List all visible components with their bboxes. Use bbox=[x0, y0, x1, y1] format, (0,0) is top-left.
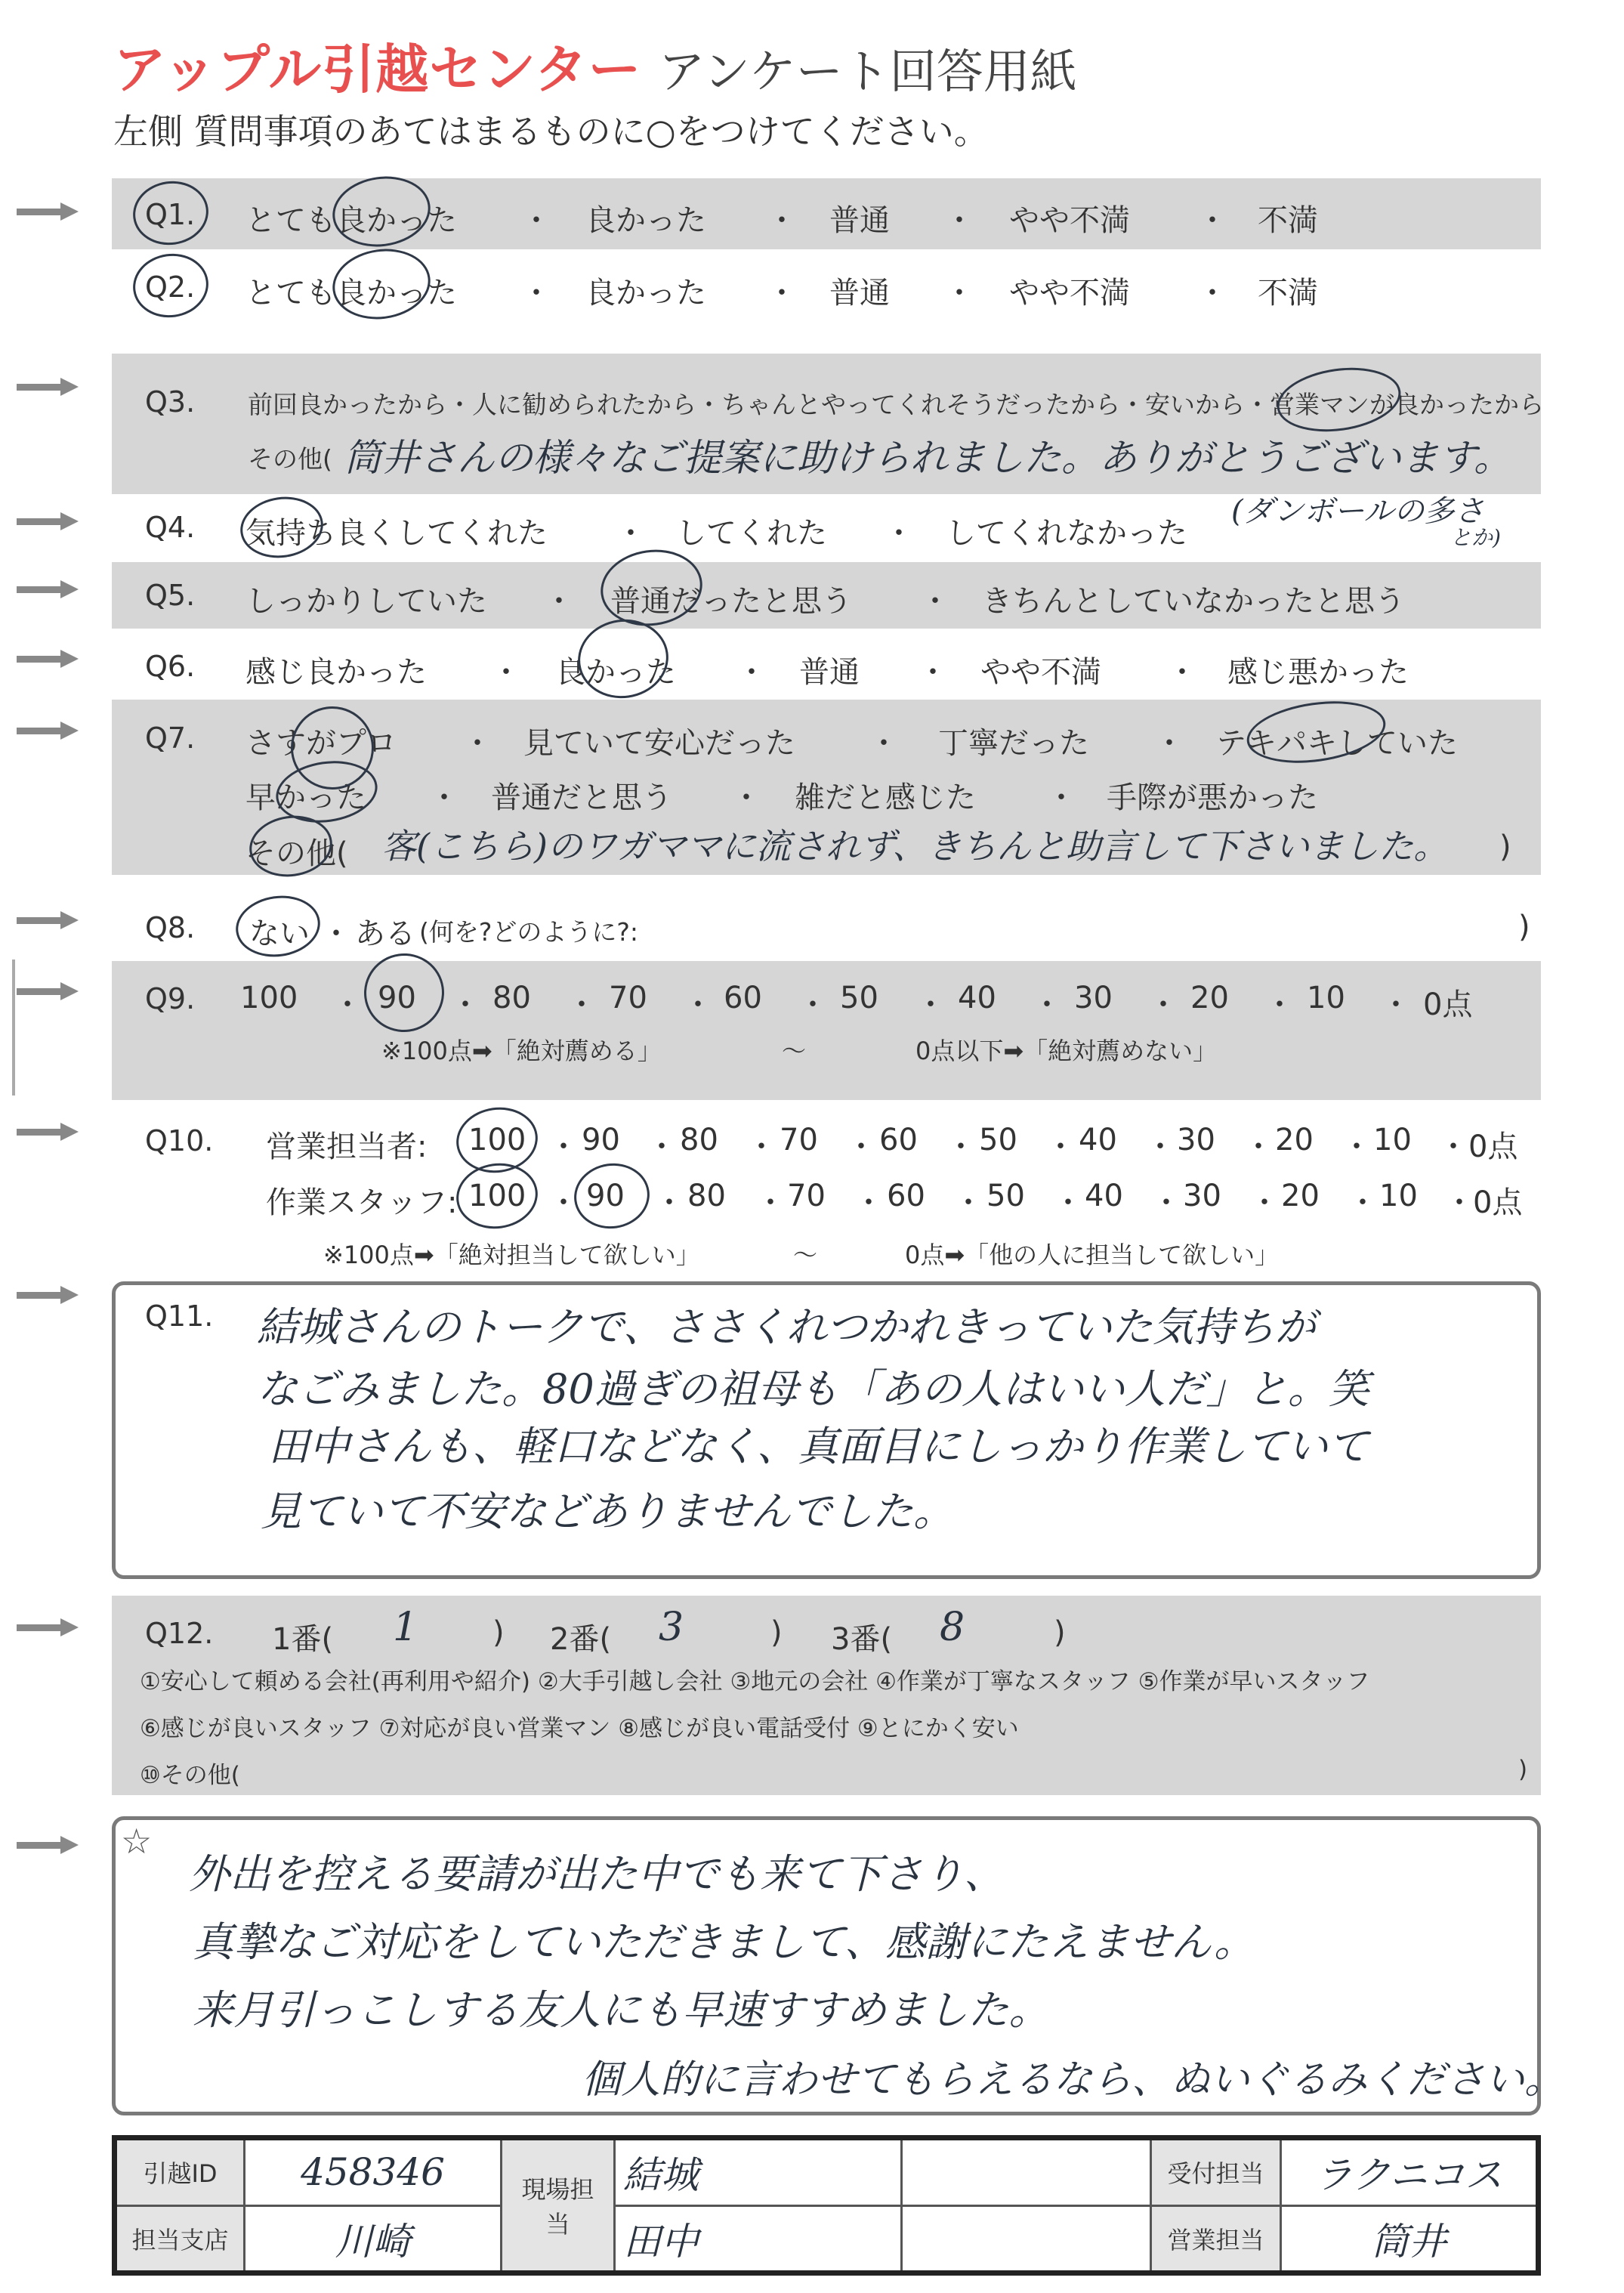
q9-separator: ・ bbox=[1381, 987, 1411, 1022]
arrow-icon bbox=[17, 202, 79, 221]
q10-label: Q10. bbox=[145, 1124, 214, 1157]
arrow-icon bbox=[17, 1123, 79, 1141]
q1-option[interactable]: とても良かった bbox=[245, 203, 457, 238]
q10-separator: ・ bbox=[1045, 1130, 1076, 1164]
reception-label: 受付担当 bbox=[1151, 2138, 1281, 2206]
q2-separator: ・ bbox=[521, 276, 551, 311]
q10-staff-score[interactable]: 10 bbox=[1379, 1179, 1418, 1213]
q3-options[interactable]: 前回良かったから・人に勧められたから・ちゃんとやってくれそうだったから・安いから・営業マンが良かったから bbox=[248, 390, 1544, 419]
q3-label: Q3. bbox=[145, 385, 196, 419]
q1-option[interactable]: やや不満 bbox=[1009, 203, 1130, 238]
q2-option[interactable]: やや不満 bbox=[1009, 276, 1130, 311]
q9-label: Q9. bbox=[145, 982, 196, 1015]
q7-separator: ・ bbox=[429, 780, 459, 815]
q8-label: Q8. bbox=[145, 911, 196, 944]
q9-score[interactable]: 10 bbox=[1307, 981, 1345, 1015]
sales-staff-label: 営業担当 bbox=[1151, 2205, 1281, 2273]
q10-staff-score[interactable]: 100 bbox=[468, 1179, 526, 1213]
q9-score[interactable]: 70 bbox=[609, 981, 647, 1015]
q5-separator: ・ bbox=[920, 584, 950, 619]
q10-sales-score[interactable]: 10 bbox=[1373, 1123, 1412, 1157]
q7-option[interactable]: 丁寧だった bbox=[938, 726, 1089, 761]
q5-label: Q5. bbox=[145, 579, 196, 612]
site-staff-label: 現場担当 bbox=[502, 2138, 615, 2273]
q12-third-close: ) bbox=[1054, 1615, 1066, 1650]
q12-first-value[interactable]: 1 bbox=[393, 1605, 418, 1650]
q2-option[interactable]: 普通 bbox=[829, 276, 890, 311]
q10-separator: ・ bbox=[548, 1130, 579, 1164]
q11-answer-line: 見ていて不安などありませんでした。 bbox=[261, 1488, 954, 1535]
q12-choices-other: ⑩その他( bbox=[140, 1762, 240, 1789]
document-title: アンケート回答用紙 bbox=[658, 44, 1077, 99]
q10-separator: ・ bbox=[746, 1130, 776, 1164]
q7-separator: ・ bbox=[1154, 726, 1184, 761]
arrow-icon bbox=[17, 1618, 79, 1636]
q10-separator: ・ bbox=[846, 1130, 876, 1164]
free-comment-line: 個人的に言わせてもらえるなら、ぬいぐるみください。 bbox=[582, 2057, 1564, 2103]
q7-separator: ・ bbox=[731, 780, 761, 815]
arrow-icon bbox=[17, 1286, 79, 1304]
q5-option[interactable]: 普通だったと思う bbox=[610, 584, 852, 619]
instruction-text: 左側 質問事項のあてはまるものに○をつけてください。 bbox=[113, 111, 989, 152]
q7-option[interactable]: 普通だと思う bbox=[491, 780, 672, 815]
q11-label: Q11. bbox=[145, 1299, 214, 1333]
q2-label: Q2. bbox=[145, 270, 196, 304]
branch-value: 川崎 bbox=[245, 2205, 502, 2273]
q10-separator: ・ bbox=[1348, 1185, 1378, 1220]
q4-option[interactable]: してくれなかった bbox=[946, 516, 1187, 551]
q10-separator: ・ bbox=[1151, 1185, 1181, 1220]
scan-edge-mark bbox=[12, 960, 15, 1096]
q9-note-mid: 〜 bbox=[782, 1037, 807, 1065]
q7-option[interactable]: 早かった bbox=[245, 780, 366, 815]
q5-separator: ・ bbox=[544, 584, 574, 619]
q2-separator: ・ bbox=[944, 276, 974, 311]
q4-option[interactable]: してくれた bbox=[676, 516, 827, 551]
q5-option[interactable]: しっかりしていた bbox=[245, 584, 487, 619]
q9-separator: ・ bbox=[567, 987, 597, 1022]
q9-separator: ・ bbox=[1148, 987, 1178, 1022]
q4-answer-circle bbox=[236, 492, 327, 564]
q4-separator: ・ bbox=[884, 516, 914, 551]
arrow-icon bbox=[17, 580, 79, 598]
q1-label: Q1. bbox=[145, 198, 196, 231]
q10-sales-score[interactable]: 70 bbox=[780, 1123, 818, 1157]
q9-score[interactable]: 0点 bbox=[1423, 987, 1473, 1022]
move-id-value: 458346 bbox=[245, 2138, 502, 2206]
q9-score[interactable]: 30 bbox=[1074, 981, 1113, 1015]
q10-staff-answer-circle-1 bbox=[452, 1158, 542, 1234]
arrow-icon bbox=[17, 650, 79, 668]
q3-handwritten-answer: 筒井さんの様々なご提案に助けられました。ありがとうございます。 bbox=[344, 436, 1511, 480]
q2-option[interactable]: 不満 bbox=[1258, 276, 1318, 311]
q10-separator: ・ bbox=[647, 1130, 677, 1164]
q4-handwritten-note-2: とか) bbox=[1450, 525, 1501, 550]
q10-separator: ・ bbox=[854, 1185, 884, 1220]
q12-third-value[interactable]: 8 bbox=[940, 1605, 965, 1650]
q10-note-left: ※100点➡「絶対担当して欲しい」 bbox=[323, 1241, 700, 1269]
q6-separator: ・ bbox=[918, 655, 948, 690]
q1-separator: ・ bbox=[944, 203, 974, 238]
q12-first-label: 1番( bbox=[272, 1622, 334, 1657]
q9-score[interactable]: 90 bbox=[378, 981, 416, 1015]
q7-option[interactable]: 見ていて安心だった bbox=[523, 726, 795, 761]
q11-answer-line: 結城さんのトークで、ささくれつかれきっていた気持ちが bbox=[257, 1303, 1316, 1351]
q7-separator: ・ bbox=[869, 726, 899, 761]
q8-option-some[interactable]: ある bbox=[355, 916, 415, 951]
q2-label-circle bbox=[129, 249, 213, 322]
q2-separator: ・ bbox=[767, 276, 797, 311]
free-comment-line: 真摯なご対応をしていただきまして、感謝にたえません。 bbox=[193, 1918, 1255, 1966]
q9-separator: ・ bbox=[332, 987, 363, 1022]
q10-note-right: 0点➡「他の人に担当して欲しい」 bbox=[905, 1241, 1280, 1269]
q7-separator: ・ bbox=[462, 726, 492, 761]
q8-separator: ・ bbox=[321, 916, 351, 951]
q10-sales-score[interactable]: 20 bbox=[1275, 1123, 1314, 1157]
q10-separator: ・ bbox=[946, 1130, 976, 1164]
arrow-icon bbox=[17, 982, 79, 1000]
page-title bbox=[113, 27, 1077, 100]
q10-sales-label: 営業担当者: bbox=[266, 1130, 428, 1164]
q2-option[interactable]: とても良かった bbox=[245, 276, 457, 311]
q10-separator: ・ bbox=[1053, 1185, 1083, 1220]
q1-option[interactable]: 不満 bbox=[1258, 203, 1318, 238]
q9-separator: ・ bbox=[915, 987, 946, 1022]
q10-separator: ・ bbox=[953, 1185, 983, 1220]
free-comment-line: 外出を控える要請が出た中でも来て下さり、 bbox=[189, 1850, 1005, 1898]
star-icon: ☆ bbox=[121, 1821, 153, 1862]
q1-separator: ・ bbox=[767, 203, 797, 238]
q12-third-label: 3番( bbox=[831, 1622, 893, 1657]
q2-option[interactable]: 良かった bbox=[585, 276, 706, 311]
q10-staff-answer-circle-2 bbox=[570, 1158, 654, 1233]
brand-name: アップル引越センター bbox=[113, 39, 642, 100]
q12-second-label: 2番( bbox=[550, 1622, 612, 1657]
q10-sales-score[interactable]: 90 bbox=[582, 1123, 620, 1157]
q10-separator: ・ bbox=[1145, 1130, 1175, 1164]
q6-separator: ・ bbox=[491, 655, 521, 690]
q8-answer-circle bbox=[232, 891, 324, 963]
q10-sales-score[interactable]: 80 bbox=[680, 1123, 718, 1157]
q10-staff-score[interactable]: 50 bbox=[986, 1179, 1025, 1213]
q7-option[interactable]: テキパキしていた bbox=[1216, 726, 1458, 761]
reception-value: ラクニコス bbox=[1281, 2138, 1539, 2206]
q1-separator: ・ bbox=[521, 203, 551, 238]
q6-option[interactable]: 普通 bbox=[799, 655, 860, 690]
q10-staff-score[interactable]: 30 bbox=[1183, 1179, 1221, 1213]
q9-separator: ・ bbox=[450, 987, 480, 1022]
q7-close-paren: ) bbox=[1499, 830, 1511, 864]
site-staff-value-2: 田中 bbox=[615, 2205, 902, 2273]
q12-second-value[interactable]: 3 bbox=[659, 1605, 684, 1650]
q10-staff-score[interactable]: 70 bbox=[787, 1179, 826, 1213]
q7-label: Q7. bbox=[145, 722, 196, 755]
empty-cell bbox=[902, 2138, 1151, 2206]
q8-close-paren: ) bbox=[1518, 910, 1530, 944]
q7-separator: ・ bbox=[1046, 780, 1076, 815]
q9-score[interactable]: 20 bbox=[1190, 981, 1229, 1015]
q6-label: Q6. bbox=[145, 650, 196, 683]
q5-option[interactable]: きちんとしていなかったと思う bbox=[982, 584, 1405, 619]
q2-answer-circle bbox=[328, 243, 435, 325]
q6-separator: ・ bbox=[736, 655, 767, 690]
q12-second-close: ) bbox=[770, 1615, 783, 1650]
q9-separator: ・ bbox=[683, 987, 713, 1022]
q4-separator: ・ bbox=[616, 516, 646, 551]
q10-separator: ・ bbox=[755, 1185, 786, 1220]
branch-label: 担当支店 bbox=[115, 2205, 245, 2273]
q6-option[interactable]: 感じ悪かった bbox=[1227, 655, 1409, 690]
q9-score[interactable]: 60 bbox=[724, 981, 762, 1015]
q10-staff-label: 作業スタッフ: bbox=[266, 1185, 458, 1220]
q9-separator: ・ bbox=[798, 987, 828, 1022]
q6-option[interactable]: 感じ良かった bbox=[245, 655, 427, 690]
q10-separator: ・ bbox=[1243, 1130, 1274, 1164]
arrow-icon bbox=[17, 512, 79, 530]
q10-staff-score[interactable]: 40 bbox=[1085, 1179, 1123, 1213]
q12-choices-close: ) bbox=[1518, 1756, 1528, 1783]
q7-other-label: その他( bbox=[245, 836, 348, 871]
q9-note-left: ※100点➡「絶対薦める」 bbox=[381, 1037, 662, 1065]
q12-choices-line: ①安心して頼める会社(再利用や紹介) ②大手引越し会社 ③地元の会社 ④作業が丁寧なスタッフ ⑤作業が早いスタッフ bbox=[140, 1668, 1370, 1695]
q10-separator: ・ bbox=[654, 1185, 684, 1220]
q1-option[interactable]: 良かった bbox=[585, 203, 706, 238]
q10-separator: ・ bbox=[1341, 1130, 1372, 1164]
staff-info-table bbox=[112, 2135, 1541, 2276]
q10-note-mid: 〜 bbox=[793, 1241, 818, 1269]
q10-sales-score[interactable]: 50 bbox=[979, 1123, 1017, 1157]
q8-option-none[interactable]: ない bbox=[249, 916, 310, 951]
q10-staff-score[interactable]: 90 bbox=[586, 1179, 625, 1213]
q10-sales-score[interactable]: 60 bbox=[879, 1123, 918, 1157]
q9-score[interactable]: 100 bbox=[240, 981, 298, 1015]
q10-separator: ・ bbox=[548, 1185, 579, 1220]
arrow-icon bbox=[17, 722, 79, 740]
q12-choices-line: ⑥感じが良いスタッフ ⑦対応が良い営業マン ⑧感じが良い電話受付 ⑨とにかく安い bbox=[140, 1715, 1019, 1742]
q10-sales-score[interactable]: 0点 bbox=[1468, 1130, 1518, 1164]
free-comment-line: 来月引っこしする友人にも早速すすめました。 bbox=[193, 1986, 1050, 2034]
q10-sales-score[interactable]: 40 bbox=[1079, 1123, 1117, 1157]
empty-cell bbox=[902, 2205, 1151, 2273]
q9-separator: ・ bbox=[1264, 987, 1295, 1022]
arrow-icon bbox=[17, 1836, 79, 1854]
q6-separator: ・ bbox=[1167, 655, 1197, 690]
q7-option[interactable]: 手際が悪かった bbox=[1107, 780, 1318, 815]
q6-option[interactable]: やや不満 bbox=[980, 655, 1101, 690]
site-staff-value-1: 結城 bbox=[615, 2138, 902, 2206]
q9-score[interactable]: 50 bbox=[840, 981, 878, 1015]
q4-label: Q4. bbox=[145, 511, 196, 544]
q12-label: Q12. bbox=[145, 1617, 214, 1650]
q6-option[interactable]: 良かった bbox=[555, 655, 676, 690]
q7-handwritten-answer: 客(こちら)のワガママに流されず、きちんと助言して下さいました。 bbox=[381, 826, 1449, 867]
q8-detail-label: (何を?どのように?: bbox=[419, 917, 639, 947]
arrow-icon bbox=[17, 378, 79, 396]
q10-sales-score[interactable]: 100 bbox=[468, 1123, 526, 1157]
q10-staff-score[interactable]: 60 bbox=[887, 1179, 925, 1213]
q10-separator: ・ bbox=[1438, 1130, 1468, 1164]
q3-other-label: その他( bbox=[248, 444, 332, 474]
q10-separator: ・ bbox=[1249, 1185, 1280, 1220]
q1-separator: ・ bbox=[1197, 203, 1227, 238]
q10-staff-score[interactable]: 20 bbox=[1281, 1179, 1320, 1213]
q9-note-right: 0点以下➡「絶対薦めない」 bbox=[915, 1037, 1218, 1065]
q4-option[interactable]: 気持ち良くしてくれた bbox=[245, 516, 548, 551]
q7-option[interactable]: さすがプロ bbox=[245, 726, 397, 761]
q2-separator: ・ bbox=[1197, 276, 1227, 311]
q9-score[interactable]: 40 bbox=[958, 981, 996, 1015]
q10-staff-score[interactable]: 80 bbox=[687, 1179, 726, 1213]
arrow-icon bbox=[17, 911, 79, 929]
sales-staff-value: 筒井 bbox=[1281, 2205, 1539, 2273]
q7-option[interactable]: 雑だと感じた bbox=[795, 780, 976, 815]
q10-separator: ・ bbox=[1444, 1185, 1474, 1220]
q11-answer-line: なごみました。80過ぎの祖母も「あの人はいい人だ」と。笑 bbox=[257, 1365, 1369, 1413]
q9-separator: ・ bbox=[1032, 987, 1062, 1022]
q12-first-close: ) bbox=[492, 1615, 505, 1650]
q4-handwritten-note: (ダンボールの多さ bbox=[1231, 494, 1485, 529]
q11-answer-line: 田中さんも、軽口などなく、真面目にしっかり作業していて bbox=[268, 1423, 1369, 1470]
move-id-label: 引越ID bbox=[115, 2138, 245, 2206]
q10-staff-score[interactable]: 0点 bbox=[1473, 1185, 1523, 1220]
q1-option[interactable]: 普通 bbox=[829, 203, 890, 238]
q9-score[interactable]: 80 bbox=[492, 981, 531, 1015]
q10-sales-score[interactable]: 30 bbox=[1177, 1123, 1215, 1157]
